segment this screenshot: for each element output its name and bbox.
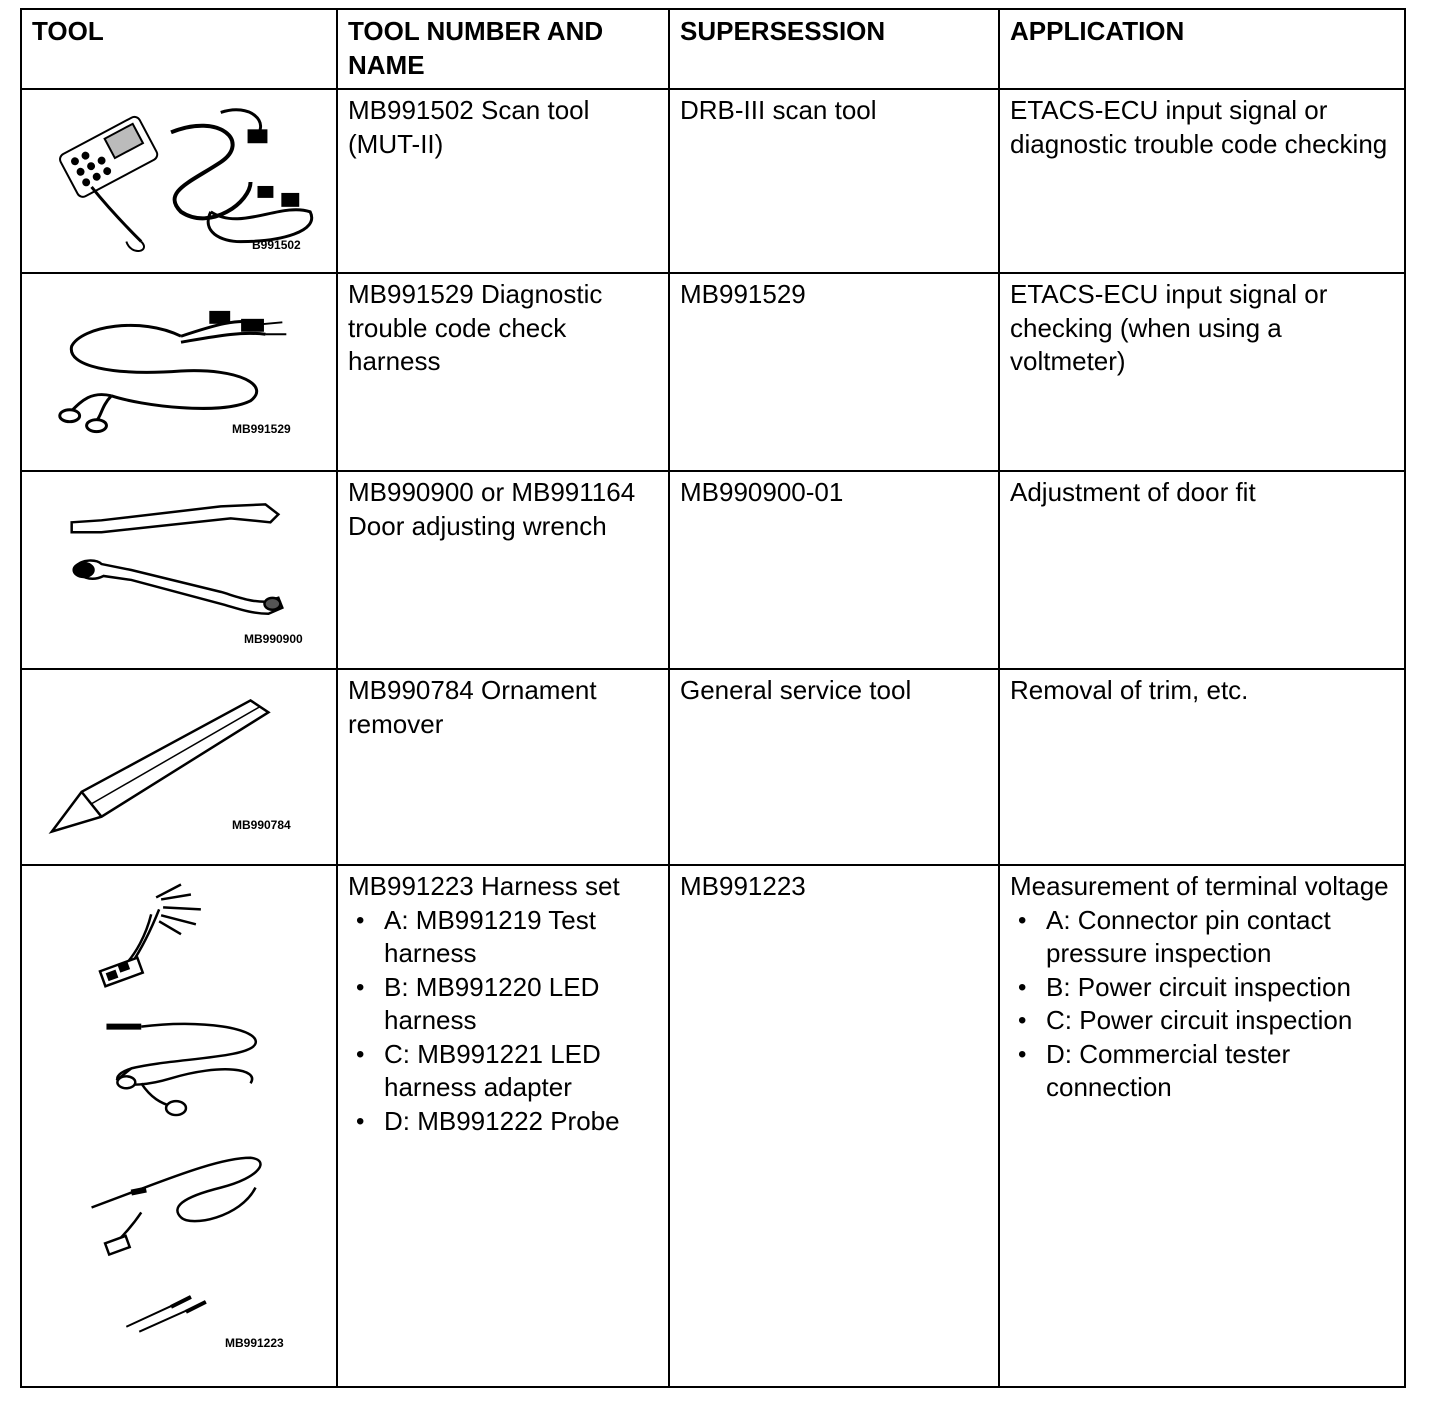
tool-image-label: B991502 (252, 238, 301, 252)
harness-components-list (348, 904, 660, 1139)
application-list (1010, 904, 1396, 1105)
list-item: • C: MB991221 LED harness adapter (384, 1038, 660, 1105)
header-supersession: SUPERSESSION (669, 9, 999, 89)
application: ETACS-ECU input signal or diagnostic trouble code checking (999, 89, 1405, 273)
harness-set-illustration (22, 866, 336, 1386)
tool-image-label: MB990784 (232, 818, 291, 832)
application: ETACS-ECU input signal or checking (when using a voltmeter) (999, 273, 1405, 471)
tool-number-and-name: MB991529 Diagnostic trouble code check harness (337, 273, 669, 471)
application: Removal of trim, etc. (999, 669, 1405, 865)
tool-image-cell (21, 471, 337, 669)
list-item: • D: Commercial tester connection (1046, 1038, 1396, 1105)
header-tool-number-and-name: TOOL NUMBER AND NAME (337, 9, 669, 89)
tool-image-label: MB990900 (244, 632, 303, 646)
check-harness-illustration (22, 274, 336, 470)
tool-image-label: MB991223 (225, 1336, 284, 1350)
supersession: DRB-III scan tool (669, 89, 999, 273)
ornament-remover-illustration (22, 670, 336, 864)
list-item: • C: Power circuit inspection (1046, 1004, 1396, 1038)
table-row (21, 669, 1405, 865)
list-item: • A: Connector pin contact pressure inspection (1046, 904, 1396, 971)
supersession: General service tool (669, 669, 999, 865)
header-tool: TOOL (21, 9, 337, 89)
tool-number-and-name: MB990784 Ornament remover (337, 669, 669, 865)
list-item: • B: MB991220 LED harness (384, 971, 660, 1038)
special-tools-table (20, 8, 1406, 1388)
table-row (21, 89, 1405, 273)
table-row (21, 865, 1405, 1387)
table-row (21, 471, 1405, 669)
list-item: • A: MB991219 Test harness (384, 904, 660, 971)
tool-number-and-name: MB991502 Scan tool (MUT-II) (337, 89, 669, 273)
list-item: • B: Power circuit inspection (1046, 971, 1396, 1005)
list-item: • D: MB991222 Probe (384, 1105, 660, 1139)
tool-image-cell (21, 865, 337, 1387)
supersession: MB991223 (669, 865, 999, 1387)
supersession: MB990900-01 (669, 471, 999, 669)
application-cell (999, 865, 1405, 1387)
application: Adjustment of door fit (999, 471, 1405, 669)
application: Measurement of terminal voltage (1010, 871, 1389, 901)
header-application: APPLICATION (999, 9, 1405, 89)
tool-number-and-name: MB991223 Harness set (348, 871, 620, 901)
header-row (21, 9, 1405, 89)
supersession: MB991529 (669, 273, 999, 471)
tool-number-and-name: MB990900 or MB991164 Door adjusting wrench (337, 471, 669, 669)
tool-image-cell (21, 273, 337, 471)
tool-image-cell (21, 89, 337, 273)
tool-number-and-name-cell (337, 865, 669, 1387)
tool-image-cell (21, 669, 337, 865)
table-row (21, 273, 1405, 471)
tool-image-label: MB991529 (232, 422, 291, 436)
